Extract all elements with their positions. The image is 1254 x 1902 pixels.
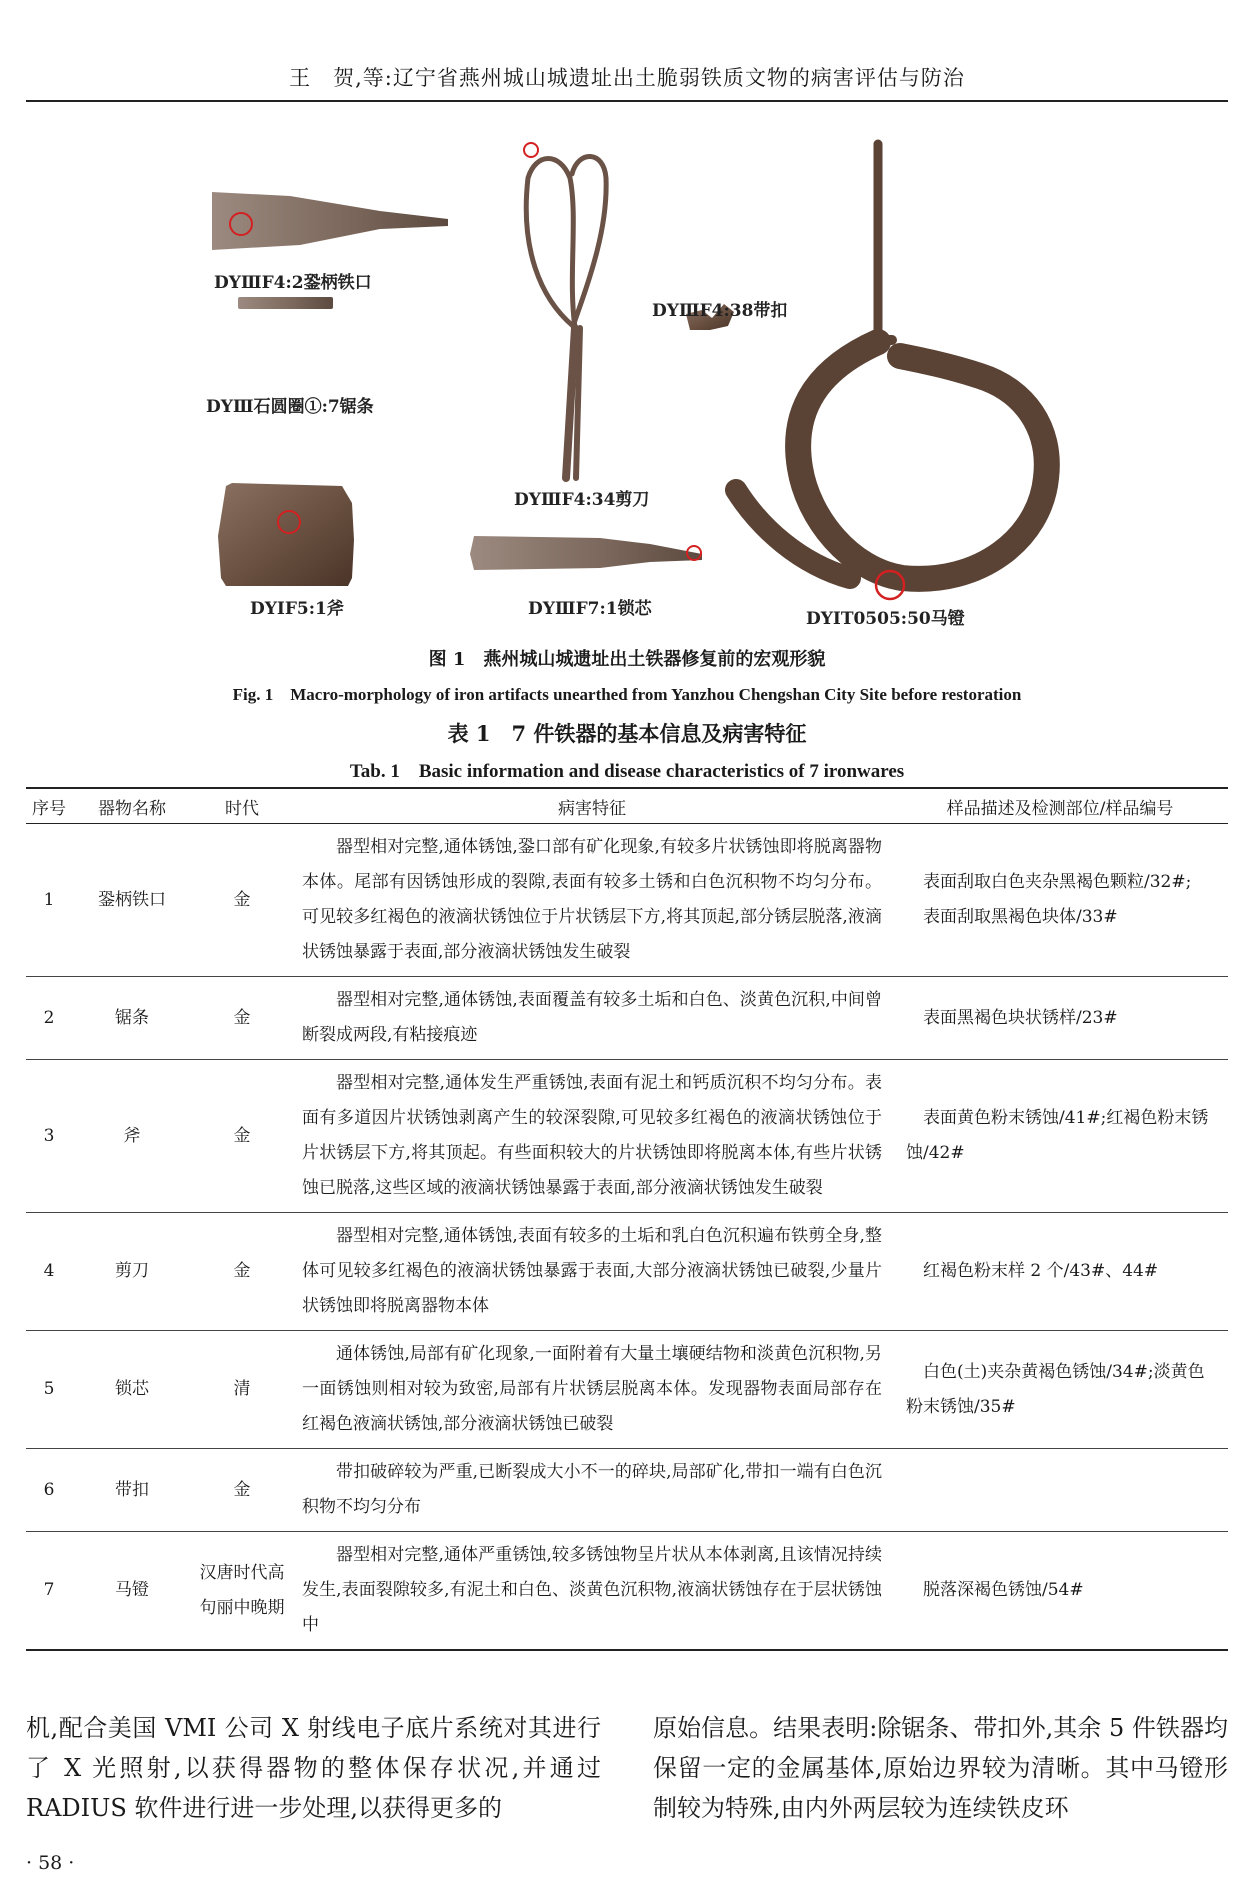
cell-sample <box>892 1331 1228 1449</box>
sample-text: 表面刮取白色夹杂黑褐色颗粒/32#; <box>923 872 1192 892</box>
table-row <box>26 1331 1228 1449</box>
cell-name: 带扣 <box>72 1449 192 1532</box>
cell-sample <box>892 1532 1228 1651</box>
disease-text: 器型相对完整,通体锈蚀,表面有较多的土垢和乳白色沉积遍布铁剪全身,整体可见较多红褐色的液滴状锈蚀暴露于表面,大部分液滴状锈蚀已破裂,少量片状锈蚀即将脱离器物本体 <box>302 1226 882 1316</box>
lock-core-artifact <box>470 536 702 570</box>
sampling-marker <box>524 143 538 157</box>
figure-artifacts <box>0 108 1254 638</box>
cell-sample <box>892 824 1228 977</box>
figure-caption-cn: 图 1 燕州城山城遗址出土铁器修复前的宏观形貌 <box>428 649 826 670</box>
sample-text-2: 表面刮取黑褐色块体/33# <box>923 907 1118 927</box>
cell-sample <box>892 1449 1228 1532</box>
axe-artifact <box>218 483 354 586</box>
page-number: · 58 · <box>26 1852 75 1874</box>
cell-disease <box>292 1060 892 1213</box>
cell-disease <box>292 824 892 977</box>
disease-text: 通体锈蚀,局部有矿化现象,一面附着有大量土壤硬结物和淡黄色沉积物,另一面锈蚀则相对较为致密,局部有片状锈层脱离本体。发现器物表面局部存在红褐色液滴状锈蚀,部分液滴状锈蚀已破裂 <box>302 1344 882 1434</box>
cell-no: 6 <box>26 1449 72 1532</box>
col-header-name: 器物名称 <box>72 788 192 824</box>
cell-no: 5 <box>26 1331 72 1449</box>
disease-text: 器型相对完整,通体锈蚀,表面覆盖有较多土垢和白色、淡黄色沉积,中间曾断裂成两段,有粘接痕迹 <box>302 990 882 1045</box>
sample-text: 表面黄色粉末锈蚀/41#;红褐色粉末锈蚀/42# <box>906 1108 1209 1163</box>
body-column-right: 原始信息。结果表明:除锯条、带扣外,其余 5 件铁器均保留一定的金属基体,原始边界较为清晰。其中马镫形制较为特殊,由内外两层较为连续铁皮环 <box>653 1714 1228 1822</box>
running-title: 王 贺,等:辽宁省燕州城山城遗址出土脆弱铁质文物的病害评估与防治 <box>289 66 965 90</box>
cell-no: 4 <box>26 1213 72 1331</box>
table-row <box>26 977 1228 1060</box>
chisel-artifact <box>212 192 448 250</box>
disease-text: 带扣破碎较为严重,已断裂成大小不一的碎块,局部矿化,带扣一端有白色沉积物不均匀分布 <box>302 1462 882 1517</box>
cell-name: 銎柄铁口 <box>72 824 192 977</box>
sample-text: 表面黑褐色块状锈样/23# <box>923 1007 1118 1028</box>
cell-name: 锁芯 <box>72 1331 192 1449</box>
cell-no: 7 <box>26 1532 72 1651</box>
cell-name: 锯条 <box>72 977 192 1060</box>
sample-text: 脱落深褐色锈蚀/54# <box>923 1580 1084 1600</box>
label-chisel: DYⅢF4:2銎柄铁口 <box>214 273 372 293</box>
label-stirrup: DYⅠT0505:50马镫 <box>806 609 965 629</box>
cell-disease <box>292 1331 892 1449</box>
cell-disease <box>292 1532 892 1651</box>
disease-table <box>26 787 1228 1651</box>
cell-sample <box>892 1213 1228 1331</box>
cell-sample <box>892 977 1228 1060</box>
table-row <box>26 1532 1228 1651</box>
sample-text: 白色(土)夹杂黄褐色锈蚀/34#;淡黄色粉末锈蚀/35# <box>906 1361 1205 1417</box>
cell-no: 3 <box>26 1060 72 1213</box>
figure-caption-en: Fig. 1 Macro-morphology of iron artifacts unearthed from Yanzhou Chengshan City Site before restoration <box>232 685 1022 704</box>
table-row <box>26 1449 1228 1532</box>
label-axe: DYⅠF5:1斧 <box>250 599 344 619</box>
cell-sample <box>892 1060 1228 1213</box>
disease-text: 器型相对完整,通体发生严重锈蚀,表面有泥土和钙质沉积不均匀分布。表面有多道因片状锈蚀剥离产生的较深裂隙,可见较多红褐色的液滴状锈蚀位于片状锈层下方,将其顶起。有些面积较大的片状锈蚀即将脱离本体,有些片状锈蚀已脱落,这些区域的液滴状锈蚀暴露于表面,部分液滴状锈蚀发生破裂 <box>302 1073 882 1198</box>
cell-era: 金 <box>192 824 292 977</box>
stirrup-artifact <box>736 144 1047 599</box>
table-row <box>26 824 1228 977</box>
col-header-sample: 样品描述及检测部位/样品编号 <box>892 788 1228 824</box>
label-buckle: DYⅢF4:38带扣 <box>652 301 788 321</box>
col-header-era: 时代 <box>192 788 292 824</box>
cell-era: 清 <box>192 1331 292 1449</box>
cell-name: 马镫 <box>72 1532 192 1651</box>
cell-disease <box>292 1449 892 1532</box>
cell-era: 金 <box>192 1213 292 1331</box>
scissors-artifact <box>524 143 606 478</box>
label-scissors: DYⅢF4:34剪刀 <box>514 490 650 510</box>
cell-era: 金 <box>192 1449 292 1532</box>
disease-text: 器型相对完整,通体严重锈蚀,较多锈蚀物呈片状从本体剥离,且该情况持续发生,表面裂隙较多,有泥土和白色、淡黄色沉积物,液滴状锈蚀存在于层状锈蚀中 <box>302 1545 882 1635</box>
cell-era: 金 <box>192 1060 292 1213</box>
saw-blade-artifact <box>238 297 333 309</box>
cell-era: 汉唐时代高句丽中晚期 <box>192 1532 292 1651</box>
cell-no: 1 <box>26 824 72 977</box>
sample-text: 红褐色粉末样 2 个/43#、44# <box>923 1261 1159 1281</box>
cell-era: 金 <box>192 977 292 1060</box>
col-header-no: 序号 <box>26 788 72 824</box>
cell-disease <box>292 1213 892 1331</box>
disease-text: 器型相对完整,通体锈蚀,銎口部有矿化现象,有较多片状锈蚀即将脱离器物本体。尾部有因锈蚀形成的裂隙,表面有较多土锈和白色沉积物不均匀分布。可见较多红褐色的液滴状锈蚀位于片状锈层下方,将其顶起,部分锈层脱落,液滴状锈蚀暴露于表面,部分液滴状锈蚀发生破裂 <box>302 837 882 962</box>
label-saw: DYⅢ石圆圈①:7锯条 <box>206 397 374 417</box>
body-column-left: 机,配合美国 VMI 公司 X 射线电子底片系统对其进行了 X 光照射,以获得器物的整体保存状况,并通过 RADIUS 软件进行进一步处理,以获得更多的 <box>26 1714 601 1822</box>
table-row <box>26 1213 1228 1331</box>
cell-name: 剪刀 <box>72 1213 192 1331</box>
cell-disease <box>292 977 892 1060</box>
label-lock: DYⅢF7:1锁芯 <box>528 599 652 619</box>
cell-no: 2 <box>26 977 72 1060</box>
col-header-disease: 病害特征 <box>292 788 892 824</box>
table-caption-en: Tab. 1 Basic information and disease characteristics of 7 ironwares <box>349 761 905 782</box>
table-header-row <box>26 788 1228 824</box>
header-rule <box>26 100 1228 102</box>
table-caption-cn: 表 1 7 件铁器的基本信息及病害特征 <box>447 721 807 746</box>
cell-name: 斧 <box>72 1060 192 1213</box>
artifact-photo-plate <box>0 108 1254 638</box>
table-row <box>26 1060 1228 1213</box>
